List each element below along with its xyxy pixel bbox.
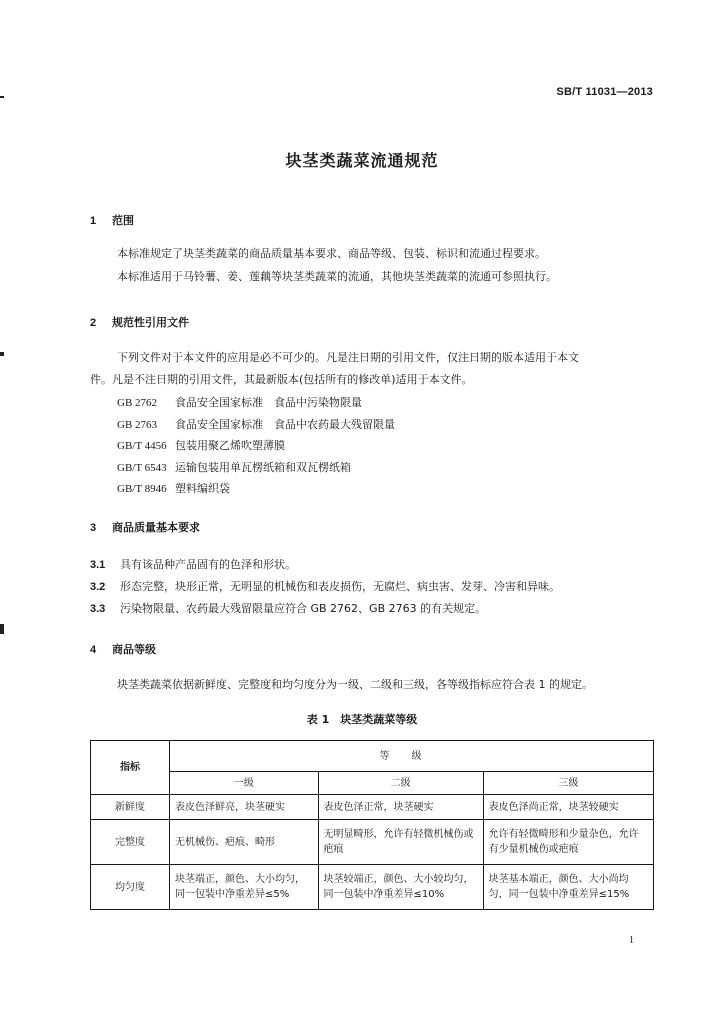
clause-text: 形态完整，块形正常，无明显的机械伤和表皮损伤，无腐烂、病虫害、发芽、冷害和异味。 (120, 580, 560, 593)
reference-code: GB 2763 (117, 419, 158, 431)
reference-code: GB/T 6543 (117, 462, 167, 474)
reference-item (117, 394, 362, 410)
reference-title: 包装用聚乙烯吹塑薄膜 (175, 439, 285, 452)
reference-title: 食品安全国家标准 食品中污染物限量 (175, 396, 362, 409)
clause (90, 556, 296, 572)
clause-number: 3.1 (90, 559, 106, 571)
reference-item (117, 480, 230, 496)
reference-item (117, 459, 351, 475)
section-title: 范围 (112, 214, 134, 227)
table-cell: 允许有轻微畸形和少量杂色，允许有少量机械伤或疤痕 (483, 820, 653, 865)
table-cell: 无机械伤、疤痕、畸形 (170, 820, 319, 865)
table-cell: 无明显畸形，允许有轻微机械伤或疤痕 (318, 820, 483, 865)
clause (90, 578, 560, 594)
section-number: 2 (90, 317, 97, 329)
grade-group-header (170, 741, 654, 772)
indicator-header: 指标 (91, 741, 170, 795)
clause (90, 600, 486, 616)
table-cell: 块茎较端正，颜色、大小较均匀，同一包装中净重差异≤10% (318, 865, 483, 910)
grade-header: 二级 (318, 772, 483, 795)
indicator-cell: 完整度 (91, 820, 170, 865)
paragraph: 件。凡是不注日期的引用文件，其最新版本(包括所有的修改单)适用于本文件。 (90, 373, 473, 386)
table-caption: 表 1 块茎类蔬菜等级 (306, 713, 418, 726)
reference-item (117, 437, 285, 453)
paragraph: 本标准规定了块茎类蔬菜的商品质量基本要求、商品等级、包装、标识和流通过程要求。 (117, 247, 546, 260)
section-title: 商品质量基本要求 (112, 521, 200, 534)
grade-header: 三级 (483, 772, 653, 795)
indicator-cell: 均匀度 (91, 865, 170, 910)
table-cell: 块茎端正，颜色、大小均匀，同一包装中净重差异≤5% (170, 865, 319, 910)
reference-item (117, 416, 395, 432)
reference-code: GB 2762 (117, 397, 158, 409)
section-number: 1 (90, 215, 97, 227)
section-number: 3 (90, 522, 97, 534)
indicator-cell: 新鲜度 (91, 795, 170, 820)
grade-header: 一级 (170, 772, 319, 795)
table-cell: 块茎基本端正，颜色、大小尚均匀，同一包装中净重差异≤15% (483, 865, 653, 910)
reference-title: 运输包装用单瓦楞纸箱和双瓦楞纸箱 (175, 461, 351, 474)
reference-title: 塑料编织袋 (175, 482, 230, 495)
section-heading (90, 212, 134, 228)
scan-mark (0, 624, 4, 634)
reference-code: GB/T 8946 (117, 483, 167, 495)
paragraph: 本标准适用于马铃薯、姜、莲藕等块茎类蔬菜的流通，其他块茎类蔬菜的流通可参照执行。 (117, 270, 557, 283)
grades-table (90, 740, 654, 910)
paragraph: 块茎类蔬菜依据新鲜度、完整度和均匀度分为一级、二级和三级，各等级指标应符合表 1 的规定。 (117, 678, 593, 691)
table-cell: 表皮色泽鲜亮，块茎硬实 (170, 795, 319, 820)
document-title: 块茎类蔬菜流通规范 (285, 151, 439, 170)
section-number: 4 (90, 644, 97, 656)
table-cell: 表皮色泽尚正常，块茎较硬实 (483, 795, 653, 820)
reference-title: 食品安全国家标准 食品中农药最大残留限量 (175, 418, 395, 431)
section-heading (90, 641, 156, 657)
clause-text: 具有该品种产品固有的色泽和形状。 (120, 558, 296, 571)
clause-number: 3.2 (90, 581, 106, 593)
scan-mark (0, 352, 4, 356)
section-heading (90, 519, 200, 535)
reference-code: GB/T 4456 (117, 440, 167, 452)
section-heading (90, 314, 189, 330)
table-row (91, 865, 654, 910)
table-cell: 表皮色泽正常，块茎硬实 (318, 795, 483, 820)
table-row (91, 820, 654, 865)
standard-code: SB/T 11031—2013 (556, 86, 653, 98)
paragraph: 下列文件对于本文件的应用是必不可少的。凡是注日期的引用文件，仅注日期的版本适用于本文 (117, 351, 579, 364)
clause-number: 3.3 (90, 603, 106, 615)
scan-mark (0, 96, 4, 98)
clause-text: 污染物限量、农药最大残留限量应符合 GB 2762、GB 2763 的有关规定。 (120, 602, 487, 615)
section-title: 商品等级 (112, 643, 156, 656)
grade-group-label: 等级 (379, 750, 444, 762)
table-row (91, 795, 654, 820)
page-number: 1 (629, 935, 634, 946)
section-title: 规范性引用文件 (112, 316, 189, 329)
